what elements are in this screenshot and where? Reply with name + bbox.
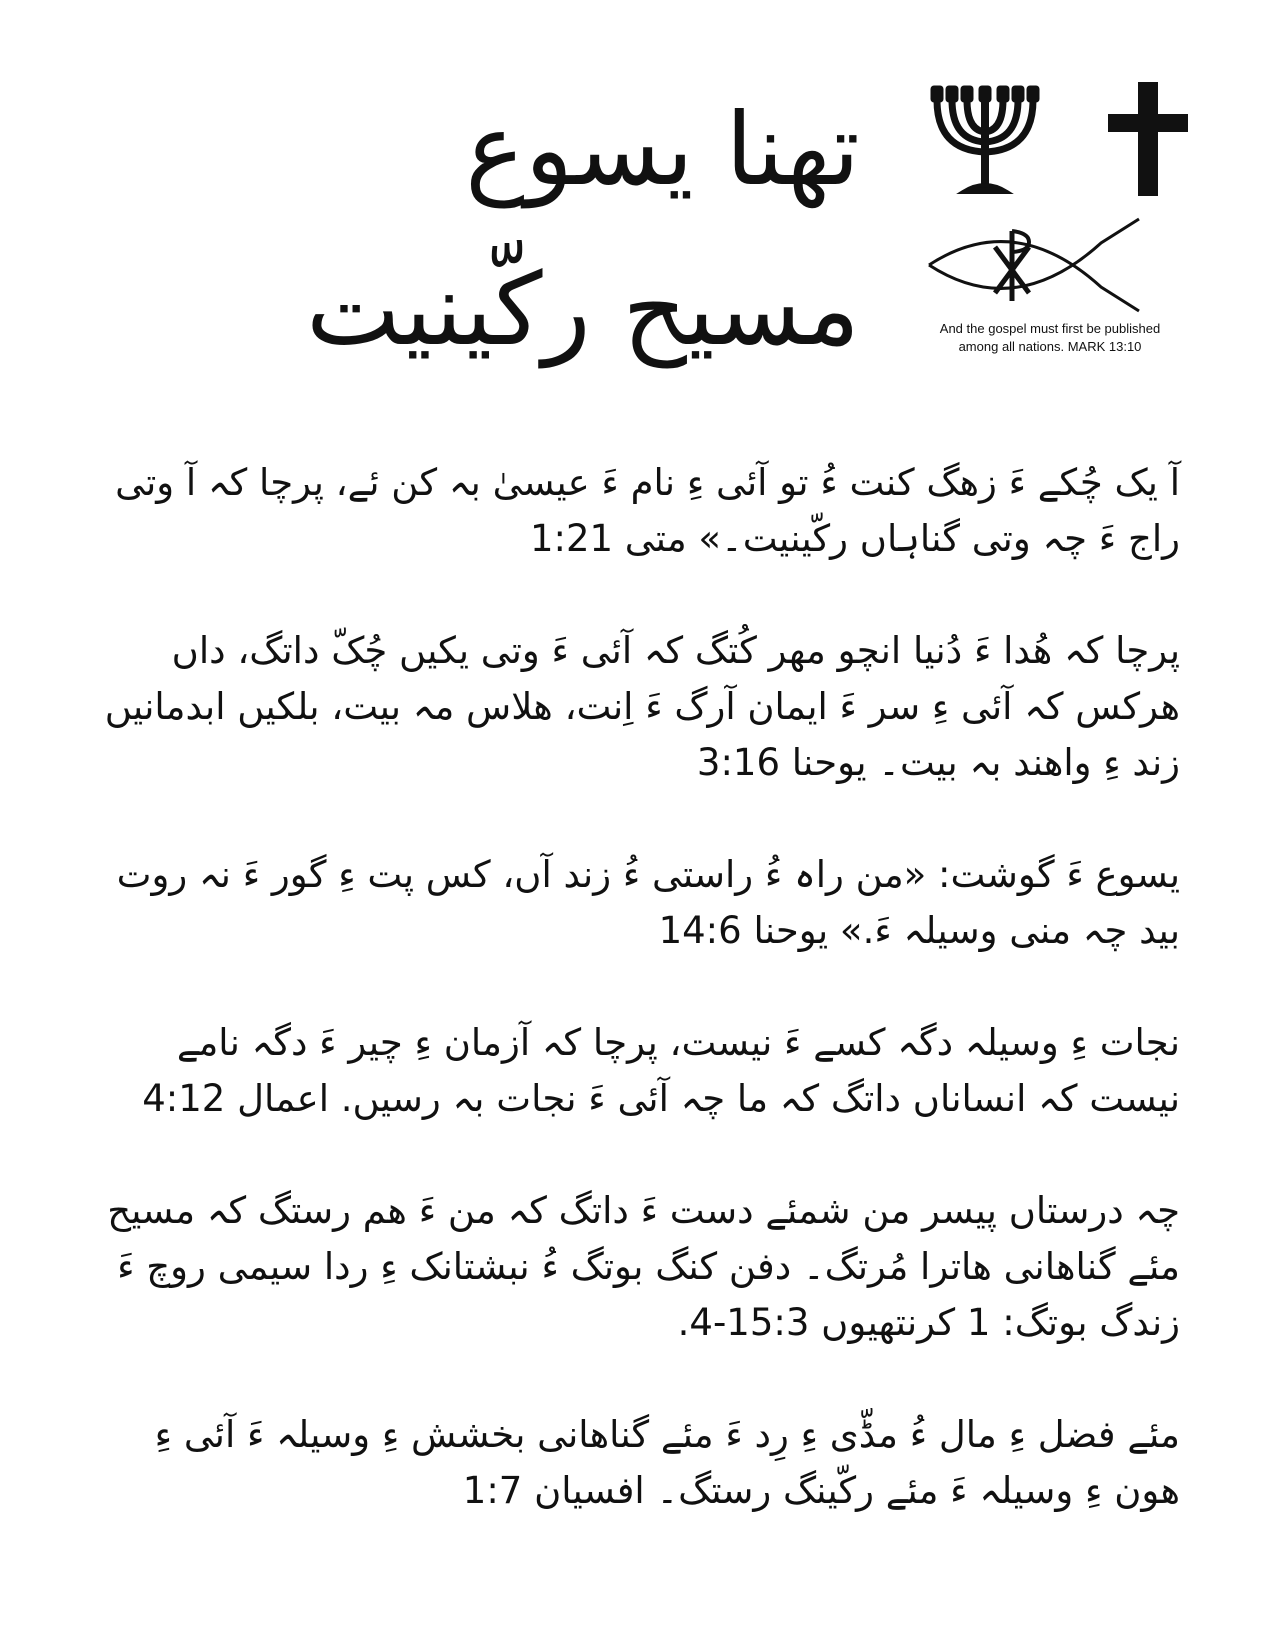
menorah-icon [925, 80, 1065, 200]
verse-ephesians-1-7: مئے فضل ءِ مال ءُ مڈّی ءِ رِد ءَ مئے گناھانی بخشش ءِ وسیلہ ءَ آئی ءِ ھون ءِ وسیلہ ءَ مئے رکّینگ رستگ۔ افسیان 1:7 [154, 1413, 1180, 1512]
verse-john-14-6: یسوع ءَ گوشت: «من راہ ءُ راستی ءُ زند آں، کس پت ءِ گور ءَ نہ روت بید چہ منی وسیلہ ءَ.» یوحنا 14:6 [116, 853, 1180, 952]
title-line-1: تھنا یسوع [465, 91, 860, 208]
title-line-2: مسیح رکّینیت [306, 251, 860, 368]
page-title [200, 70, 860, 390]
cross-icon [1100, 80, 1200, 200]
verse-list [100, 455, 1180, 1519]
caption-line-2: among all nations. MARK 13:10 [958, 339, 1142, 354]
verse-1-corinthians-15-3-4: چہ درستاں پیسر من شمئے دست ءَ داتگ کہ من ءَ ھم رستگ کہ مسیح مئے گناھانی ھاترا مُرتگ۔ دفن کنگ بوتگ ءُ نبشتانک ءِ ردا سیمی روچ ءَ زندگ بوتگ: 1 کرنتھیوں 15:3-4. [107, 1189, 1180, 1344]
ichthys-chi-rho-icon [925, 215, 1145, 315]
verse-acts-4-12: نجات ءِ وسیلہ دگہ کسے ءَ نیست، پرچا کہ آزمان ءِ چیر ءَ دگہ نامے نیست کہ انساناں داتگ کہ ما چہ آئی ءَ نجات بہ رسیں. اعمال 4:12 [142, 1021, 1180, 1120]
verse-matthew-1-21: آ یک چُکے ءَ زھگ کنت ءُ تو آئی ءِ نام ءَ عیسیٰ بہ کن ئے، پرچا کہ آ وتی راج ءَ چہ وتی گناہاں رکّینیت۔» متی 1:21 [115, 461, 1180, 560]
verse-john-3-16: پرچا کہ ھُدا ءَ دُنیا انچو مھر کُتگ کہ آئی ءَ وتی یکیں چُکّ داتگ، داں ھرکس کہ آئی ءِ سر ءَ ایمان آرگ ءَ اِنت، ھلاس مہ بیت، بلکیں ابدمانیں زند ءِ واھند بہ بیت۔ یوحنا 3:16 [104, 629, 1180, 784]
caption-line-1: And the gospel must first be published [939, 321, 1161, 336]
bible-caption [900, 320, 1200, 356]
